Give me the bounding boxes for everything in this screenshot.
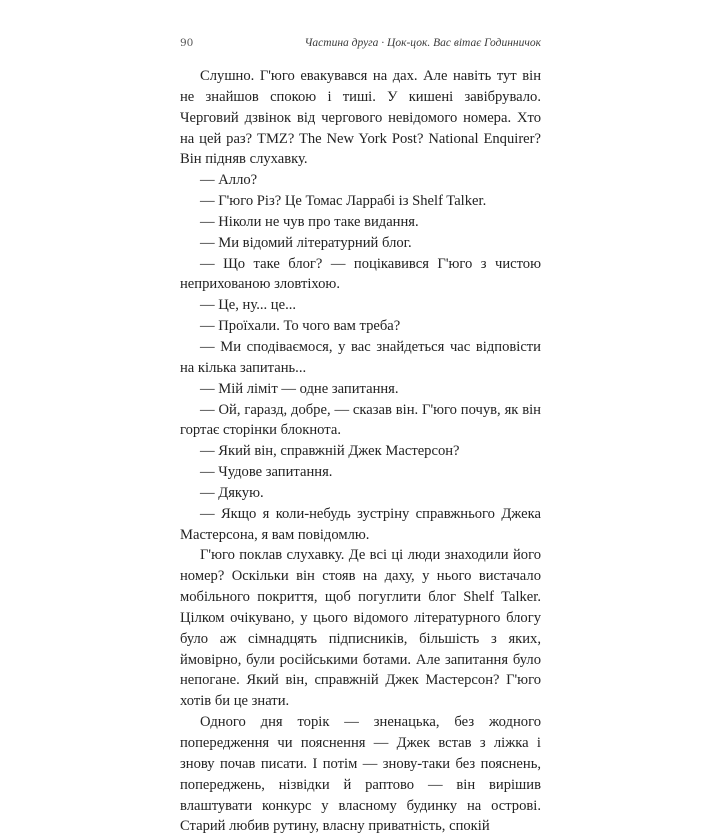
- dialogue-line: — Ми сподіваємося, у вас знайдеться час відповісти на кілька запитань...: [180, 338, 541, 376]
- paragraph: Г'юго поклав слухавку. Де всі ці люди знаходили його номер? Оскільки він стояв на даху, у нього вистачало мобільного покриття, щоб погуглити блог Shelf Talker. Цілком очікувано, у цього відомого літературного блогу було аж сімнадцять підписників, більшість з яких, ймовірно, були російськими ботами. Але запитання було непогане. Який він, справжній Джек Мастерсон? Г'юго хотів би це знати.: [180, 547, 541, 710]
- paragraph: Слушно. Г'юго евакувався на дах. Але навіть тут він не знайшов спокою і тиші. У кишені завібрувало. Черговий дзвінок від чергового невідомого номера. Хто на цей раз? TMZ? The New York Post? National Enquirer? Він підняв слухавку.: [180, 68, 541, 168]
- paragraph: Одного дня торік — зненацька, без жодного попередження чи пояснення — Джек встав з ліжка і знову почав писати. І потім — знову-таки без пояснень, попереджень, нізвідки й раптово — він вирішив влаштувати конкурс у власному будинку на острові. Старий любив рутину, власну приватність, спокій: [180, 714, 541, 835]
- running-title: Частина друга · Цок-цок. Вас вітає Годинничок: [304, 37, 541, 49]
- dialogue-line: — Г'юго Різ? Це Томас Ларрабі із Shelf Talker.: [200, 193, 487, 210]
- running-head: [180, 37, 541, 55]
- dialogue-line: — Проїхали. То чого вам треба?: [200, 318, 401, 335]
- dialogue-line: — Ой, гаразд, добре, — сказав він. Г'юго почув, як він гортає сторінки блокнота.: [180, 401, 541, 439]
- dialogue-line: — Який він, справжній Джек Мастерсон?: [200, 443, 460, 460]
- dialogue-line: — Що таке блог? — поцікавився Г'юго з чистою неприхованою зловтіхою.: [180, 255, 541, 293]
- dialogue-line: — Ніколи не чув про таке видання.: [200, 213, 419, 230]
- body-text: [180, 66, 541, 837]
- dialogue-line: — Ми відомий літературний блог.: [200, 234, 412, 251]
- dialogue-line: — Чудове запитання.: [200, 464, 333, 481]
- dialogue-line: — Алло?: [200, 172, 258, 189]
- page-number: 90: [180, 37, 194, 49]
- dialogue-line: — Якщо я коли-небудь зустріну справжнього Джека Мастерсона, я вам повідомлю.: [180, 505, 541, 543]
- dialogue-line: — Мій ліміт — одне запитання.: [200, 380, 399, 397]
- dialogue-line: — Дякую.: [200, 484, 264, 501]
- dialogue-line: — Це, ну... це...: [200, 297, 297, 314]
